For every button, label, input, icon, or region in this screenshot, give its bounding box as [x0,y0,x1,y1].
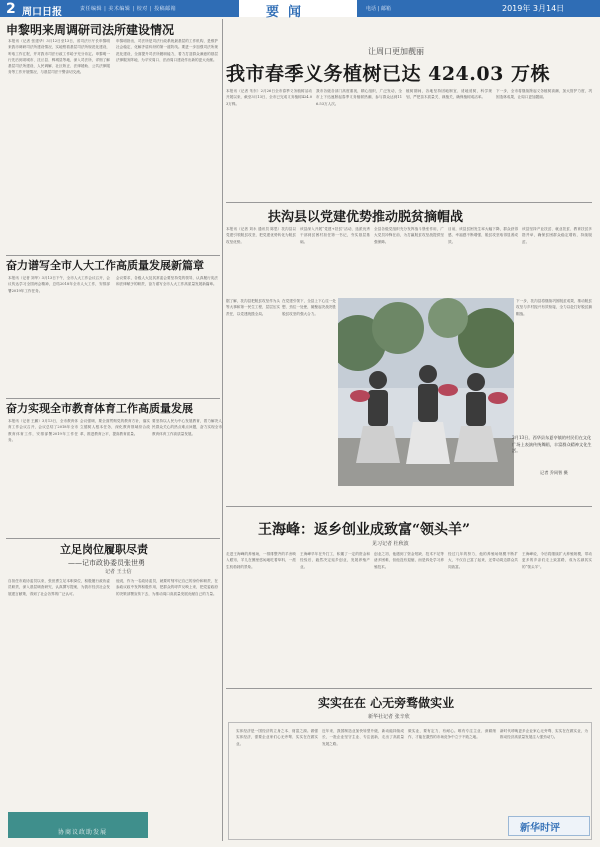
publication-date: 2019年 3月14日 [502,4,565,13]
lead-article-text: 本报讯（记者 朱东）2月26日全市春季义务植树活动开展以来，截至3月13日，全市已完成义务植树424.03万株。 [226,89,312,106]
photo-credit: 记者 乔同智 摄 [540,470,568,475]
lead-article-text-col3: 植树期间，各地坚持因地制宜、适地适树，科学规划，严把苗木质量关、栽植关，确保植树成活率。 [406,89,492,100]
article-4-subheadline: ——记市政协委员张世勇 [68,559,145,567]
commentary-text-col3: 做实业，要有定力、有耐心。唯有专注主业、深耕细作，才能在激烈的市场竞争中立于不败之地。 [408,729,496,740]
section-title: 要闻 [266,5,311,20]
fugou-text-col7: 据了解，扶沟县把脱贫攻坚作为头等大事和第一民生工程，层层压实责任，以党建统揽全局。 [226,299,280,316]
column-divider [222,19,223,841]
fugou-text: 本报讯（记者 刘永 通讯员 陈思）扶沟县以党建引领脱贫攻坚，把党建优势转化为脱贫攻坚优势。 [226,227,296,244]
commentary-text-col4: 新时代呼唤更多企业家心无旁骛、实实在在做实业，为推动经济高质量发展注入强劲动力。 [500,729,588,740]
rule [6,255,220,256]
rule [226,506,592,507]
column-banner-text: 协商议政助发展 [58,829,108,836]
wang-haifeng-text-col5: 王海峰说，今后将继续扩大养殖规模，带动更多的乡亲们走上致富路，成为名副其实的“领头羊”。 [522,552,592,569]
lead-article-text-col2: 我市各级各部门高度重视，精心组织，广泛发动，全市上下迅速掀起春季义务植树热潮，参与群众达到116.53万人次。 [316,89,402,106]
headline-fugou: 扶沟县以党建优势推动脱贫摘帽战 [268,210,464,225]
commentary-text-col2: 近年来，我国制造业加快转型升级，新动能持续成长，一批企业坚守主业、专注创新，走出了高质量发展之路。 [322,729,404,746]
lead-headline: 我市春季义务植树已达 424.03 万株 [226,63,550,85]
article-3-text-col3: 要坚持以人民为中心发展教育，着力解决人民群众关心的热点难点问题，奋力实现全市教育体育工作高质量发展。 [152,419,222,436]
kicker-tag: 让周口更加靓丽 [368,47,424,56]
article-3-text-col2: 会议强调，要全面贯彻党的教育方针，落实立德树人根本任务，深化教育领域综合改革，推进教育公平，提高教育质量。 [80,419,150,436]
news-photo [338,298,514,486]
fugou-text-col6: 下一步，扶沟县将继续巩固脱贫成果，推动脱贫攻坚与乡村振兴有效衔接，全力以赴打好脱贫摘帽战。 [516,299,592,316]
fugou-text-col3: 全县各级党组织充分发挥战斗堡垒作用，广大党员冲锋在前，为打赢脱贫攻坚战提供坚强保障。 [374,227,444,244]
article-4-text-col2: 他说，作为一名政协委员，就要时刻牢记自己的身份和职责，在参政议政中发挥积极作用，把群众的呼声反映上来，把党委政府的决策部署宣传下去，为推动周口高质量发展贡献自己的力量。 [116,579,218,596]
wang-haifeng-text-col2: 王海峰早年在外打工，积累了一定的资金和经验后，毅然决定返乡创业，发展养殖产业。 [300,552,370,569]
rule [6,538,220,539]
article-1-text-col2: 申黎明指出，司法所是司法行政系统最基层的工作机构，是维护社会稳定、化解矛盾纠纷的第一道防线。要进一步加强司法所规范化建设，全面提升司法所履职能力，着力打造群众满意的基层法律服务阵地，为平安周口、法治周口建设作出新的更大贡献。 [116,39,218,62]
headline-article-3: 奋力实现全市教育体育工作高质量发展 [6,402,193,415]
headline-commentary: 实实在在 心无旁骛做实业 [318,696,455,710]
commentary-byline: 新华社记者 张辛欣 [368,714,410,720]
fugou-text-col8: 在党建引领下，全县上下心往一处想、劲往一处使，凝聚起决战决胜脱贫攻坚的强大合力。 [282,299,336,316]
headline-article-2: 奋力谱写全市人大工作高质量发展新篇章 [6,259,204,272]
commentary-text: 实体经济是一国经济的立身之本、财富之源。做强实体经济，需要企业家们心无旁骛、实实在在做实业。 [236,729,318,746]
rule [226,202,592,203]
fugou-text-col2: 该县深入开展“党建+扶贫”活动，选派优秀干部到贫困村担任第一书记，夯实基层基础。 [300,227,370,244]
article-1-text: 本报讯（记者 张建华）3月12日至13日，省司法厅厅长申黎明来我市调研司法所建设情况，实地察看基层司法所规范化建设，听取工作汇报，并对我市司法行政工作给予充分肯定。申黎明一行先后到项城市、沈丘县、郸城县等地，深入司法所，详细了解基层司法所建设、人民调解、社区矫正、法律援助、公共法律服务等工作开展情况，与基层司法干警亲切交流。 [8,39,110,75]
photo-caption: 3月13日，西华县东夏亭镇的村民们在文化广场上表演传统舞蹈，丰富群众精神文化生活。 [512,435,592,453]
headline-article-4: 立足岗位履职尽责 [60,543,148,556]
wang-haifeng-byline: 见习记者 杜秋波 [372,541,409,547]
article-2-text: 本报讯（记者 刘华）3月13日下午，全市人大工作会议召开，会议传达学习全国两会精神，总结2018年全市人大工作，安排部署2019年工作任务。 [8,276,110,293]
headline-wang-haifeng: 王海峰：返乡创业成致富“领头羊” [258,522,471,538]
wang-haifeng-text-col4: 经过几年的努力，他的养殖场规模不断扩大，不仅自己富了起来，还带动周边群众共同致富。 [448,552,518,569]
page-number: 2 [6,1,16,17]
rule [6,398,220,399]
lead-article-text-col4: 下一步，全市将继续掀起义务植树高潮，加大管护力度，巩固造林成果，让周口更加靓丽。 [496,89,592,100]
header-nav-links: 责任编辑 | 美术编辑 | 校对 | 投稿邮箱 [80,6,177,12]
column-logo: 新华时评 [520,823,560,834]
fugou-text-col5: 该县坚持产业扶贫、就业扶贫、教育扶贫多措并举，确保贫困群众稳定增收、持续脱贫。 [522,227,592,244]
fugou-text-col4: 目前，该县贫困发生率大幅下降，群众获得感、幸福感不断增强，脱贫攻坚取得显著成效。 [448,227,518,244]
editor-info: 电话 | 邮箱 [366,6,391,12]
article-4-byline: 记者 王士信 [105,569,132,575]
article-2-text-col2: 会议要求，各级人大及其常委会要坚持党的领导，认真履行宪法和法律赋予的职责，奋力谱写全市人大工作高质量发展新篇章。 [116,276,218,287]
headline-article-1: 申黎明来周调研司法所建设情况 [6,23,175,37]
wang-haifeng-text: 走进王海峰的养殖场，一排排整齐的羊舍映入眼帘，羊儿在圈里悠闲地吃着草料，一派生机勃勃的景象。 [226,552,296,569]
article-3-text: 本报讯（记者 王鹏）3月13日，全市教育体育工作会议召开，会议总结了2018年全市教育体育工作，安排部署2019年工作任务。 [8,419,78,442]
article-4-text: 自担任市政协委员以来，张世勇立足本职岗位，积极履行政协委员职责，深入基层调查研究，认真撰写提案，为我市经济社会发展建言献策，得到了社会各界的广泛认可。 [8,579,110,596]
rule [226,688,592,689]
paper-name: 周口日报 [22,7,62,18]
wang-haifeng-text-col3: 创业之初，他遇到了资金短缺、技术不足等诸多困难，但他没有退缩，而是四处学习养殖技术。 [374,552,444,569]
